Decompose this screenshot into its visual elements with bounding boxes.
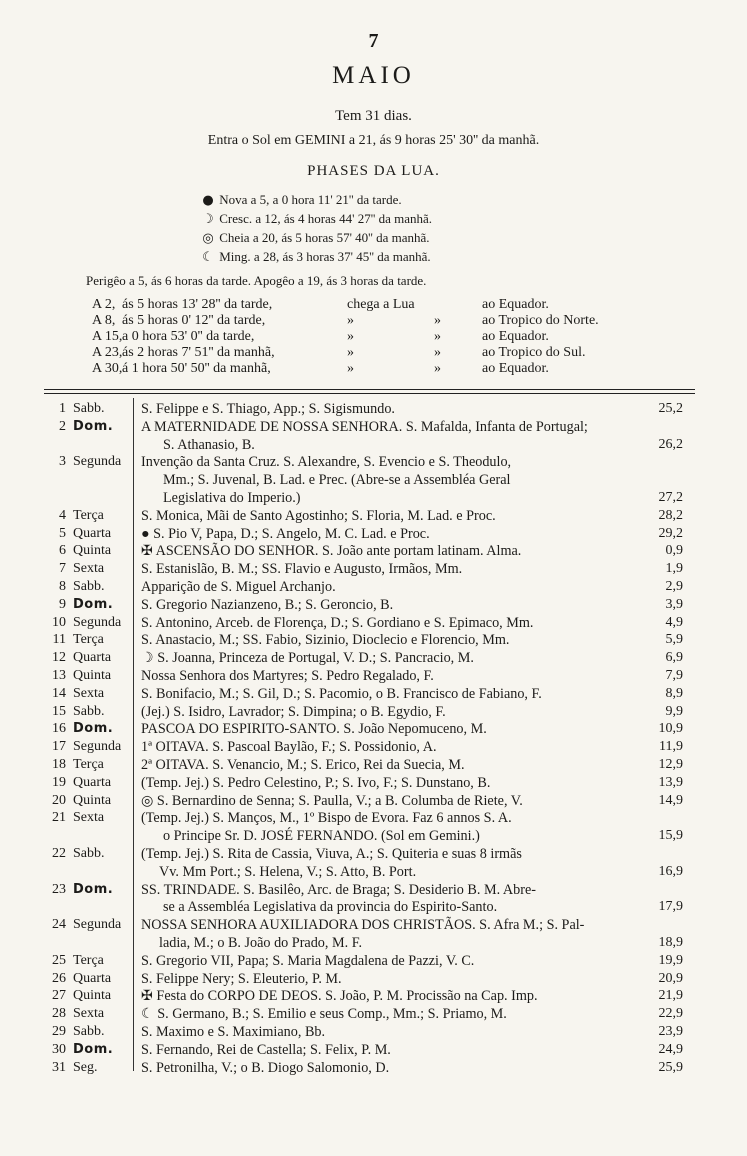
moon-age-value: 15,9 xyxy=(658,828,683,844)
moon-phase-new xyxy=(200,192,402,208)
passage-time: ás 5 horas 13' 28'' da tarde, xyxy=(122,297,273,312)
weekday: Terça xyxy=(73,952,104,968)
saints-text: Nossa Senhora dos Martyres; S. Pedro Regalado, F. xyxy=(141,668,434,684)
weekday: Quarta xyxy=(73,650,112,666)
moon-age-value: 11,9 xyxy=(659,739,683,755)
day-number: 12 xyxy=(52,650,66,666)
full-moon-icon: ◎ xyxy=(202,231,214,246)
moon-age-value: 17,9 xyxy=(658,899,683,915)
saints-text: Invenção da Santa Cruz. S. Alexandre, S. Evencio e S. Theodulo, xyxy=(141,454,512,471)
saints-text: S. Felippe Nery; S. Eleuterio, P. M. xyxy=(141,970,342,987)
weekday: Sexta xyxy=(73,810,105,826)
weekday: Terça xyxy=(73,632,104,648)
passage-day: A 15, xyxy=(92,329,123,344)
saints-text: ✠ ASCENSÃO DO SENHOR. S. João ante portam latinam. Alma. xyxy=(141,543,522,560)
saints-text: S. Antonino, Arceb. de Florença, D.; S. Gordiano e S. Epimaco, Mm. xyxy=(141,614,534,631)
moon-age-value: 18,9 xyxy=(658,935,683,950)
day-number: 29 xyxy=(52,1024,66,1039)
weekday: Dom. xyxy=(73,596,114,612)
sun-entry: Entra o Sol em GEMINI a 21, ás 9 horas 25' 30'' da manhã. xyxy=(207,133,540,148)
page-number: 7 xyxy=(368,30,379,52)
day-number: 6 xyxy=(59,543,66,559)
passage-time: ás 5 horas 0' 12'' da tarde, xyxy=(122,313,266,328)
passage-verb: » xyxy=(347,329,354,344)
weekday: Quinta xyxy=(73,792,112,808)
day-number: 5 xyxy=(59,525,66,541)
moon-age-value: 14,9 xyxy=(658,792,683,808)
saints-text: (Temp. Jej.) S. Manços, M., 1º Bispo de Evora. Faz 6 annos S. A. xyxy=(141,810,512,827)
day-number: 21 xyxy=(52,810,66,826)
saints-text: S. Gregorio VII, Papa; S. Maria Magdalena de Pazzi, V. C. xyxy=(141,952,475,969)
day-number: 3 xyxy=(59,454,66,470)
day-number: 9 xyxy=(59,596,66,612)
saints-text: S. Petronilha, V.; o B. Diogo Salomonio, D. xyxy=(141,1059,390,1076)
moon-phase-first-quarter xyxy=(200,211,432,227)
day-number: 1 xyxy=(59,401,66,416)
weekday: Sexta xyxy=(73,1006,105,1022)
phase-text: Ming. a 28, ás 3 horas 37' 45'' da manhã. xyxy=(219,249,431,264)
weekday: Sabb. xyxy=(73,401,105,416)
day-number: 14 xyxy=(52,685,66,701)
passage-destination: ao Equador. xyxy=(482,329,549,344)
moon-age-value: 21,9 xyxy=(658,988,683,1004)
weekday: Terça xyxy=(73,507,104,523)
saints-text: o Principe Sr. D. JOSÉ FERNANDO. (Sol em Gemini.) xyxy=(163,828,480,845)
day-number: 2 xyxy=(59,418,66,434)
passage-verb: chega a Lua xyxy=(347,297,415,312)
moon-phase-full xyxy=(200,230,430,246)
day-number: 16 xyxy=(52,721,66,737)
weekday: Seg. xyxy=(73,1059,98,1075)
weekday: Quinta xyxy=(73,668,112,683)
passage-verb: » xyxy=(347,361,354,376)
day-number: 22 xyxy=(52,846,66,861)
saints-text: S. Monica, Mãi de Santo Agostinho; S. Floria, M. Lad. e Proc. xyxy=(141,507,496,524)
moon-age-value: 10,9 xyxy=(658,721,683,737)
moon-phase-last-quarter xyxy=(200,249,431,265)
moon-age-value: 7,9 xyxy=(665,668,683,683)
double-rule-bottom xyxy=(44,393,695,394)
perigee-apogee: Perigêo a 5, ás 6 horas da tarde. Apogêo a 19, ás 3 horas da tarde. xyxy=(86,273,427,288)
moon-age-value: 1,9 xyxy=(665,561,683,577)
weekday: Quinta xyxy=(73,988,112,1004)
day-number: 11 xyxy=(52,632,66,648)
day-number: 24 xyxy=(52,917,66,933)
weekday: Dom. xyxy=(73,418,114,434)
day-number: 17 xyxy=(52,739,66,755)
saints-text: PASCOA DO ESPIRITO-SANTO. S. João Nepomuceno, M. xyxy=(141,721,487,738)
passage-time: á 1 hora 50' 50'' da manhã, xyxy=(122,361,271,376)
day-number: 13 xyxy=(52,668,66,683)
saints-text: S. Athanasio, B. xyxy=(163,436,255,453)
saints-text: ladia, M.; o B. João do Prado, M. F. xyxy=(159,935,363,951)
day-number: 8 xyxy=(59,579,66,594)
saints-text: SS. TRINDADE. S. Basilêo, Arc. de Braga; S. Desiderio B. M. Abre- xyxy=(141,881,536,898)
day-number: 23 xyxy=(52,881,66,897)
phases-heading: PHASES DA LUA. xyxy=(307,163,440,179)
passage-verb: » xyxy=(347,313,354,328)
moon-age-value: 28,2 xyxy=(658,507,683,523)
passage-day: A 30, xyxy=(92,361,123,376)
day-number: 15 xyxy=(52,703,66,719)
weekday: Quarta xyxy=(73,970,112,986)
moon-age-value: 16,9 xyxy=(658,863,683,879)
saints-text: Mm.; S. Juvenal, B. Lad. e Prec. (Abre-se a Assembléa Geral xyxy=(163,472,511,489)
passage-destination: ao Equador. xyxy=(482,297,549,312)
moon-age-value: 19,9 xyxy=(658,952,683,968)
weekday: Sabb. xyxy=(73,579,105,594)
saints-text: Vv. Mm Port.; S. Helena, V.; S. Atto, B. Port. xyxy=(159,863,417,880)
weekday: Dom. xyxy=(73,721,114,737)
day-number: 20 xyxy=(52,792,66,808)
saints-text: S. Estanislão, B. M.; SS. Flavio e Augusto, Irmãos, Mm. xyxy=(141,561,463,578)
saints-text: S. Felippe e S. Thiago, App.; S. Sigismundo. xyxy=(141,401,395,417)
new-moon-icon: ● xyxy=(202,193,214,208)
phase-text: Nova a 5, a 0 hora 11' 21'' da tarde. xyxy=(219,192,402,207)
moon-age-value: 25,9 xyxy=(658,1059,683,1075)
weekday: Dom. xyxy=(73,1041,114,1057)
moon-age-value: 2,9 xyxy=(665,579,683,594)
day-number: 27 xyxy=(52,988,66,1004)
weekday: Sexta xyxy=(73,685,105,701)
saints-text: A MATERNIDADE DE NOSSA SENHORA. S. Mafalda, Infanta de Portugal; xyxy=(141,418,588,435)
moon-age-value: 0,9 xyxy=(665,543,683,559)
days-count: Tem 31 dias. xyxy=(335,108,412,124)
saints-text: S. Fernando, Rei de Castella; S. Felix, P. M. xyxy=(141,1041,391,1058)
moon-age-value: 8,9 xyxy=(665,685,683,701)
last-quarter-icon: ☾ xyxy=(202,250,214,265)
passage-ditto: » xyxy=(434,313,441,328)
saints-text: (Jej.) S. Isidro, Lavrador; S. Dimpina; o B. Egydio, F. xyxy=(141,703,446,720)
passage-time: a 0 hora 53' 0'' da tarde, xyxy=(122,329,255,344)
month-title: MAIO xyxy=(332,62,415,89)
weekday: Quinta xyxy=(73,543,112,559)
day-number: 18 xyxy=(52,757,66,772)
passage-ditto: » xyxy=(434,361,441,376)
day-number: 10 xyxy=(52,614,66,630)
moon-age-value: 4,9 xyxy=(665,614,683,630)
moon-age-value: 22,9 xyxy=(658,1006,683,1022)
moon-age-value: 3,9 xyxy=(665,596,683,612)
moon-age-value: 9,9 xyxy=(665,703,683,719)
moon-age-value: 20,9 xyxy=(658,970,683,986)
saints-text: NOSSA SENHORA AUXILIADORA DOS CHRISTÃOS. S. Afra M.; S. Pal- xyxy=(141,917,585,934)
saints-text: S. Anastacio, M.; SS. Fabio, Sizinio, Dioclecio e Florencio, Mm. xyxy=(141,632,510,649)
phase-text: Cresc. a 12, ás 4 horas 44' 27'' da manhã. xyxy=(219,211,433,226)
passage-destination: ao Tropico do Norte. xyxy=(482,313,599,328)
moon-age-value: 6,9 xyxy=(665,650,683,666)
saints-text: ◎ S. Bernardino de Senna; S. Paulla, V.; a B. Columba de Riete, V. xyxy=(141,792,523,809)
saints-text: 2ª OITAVA. S. Venancio, M.; S. Erico, Rei da Suecia, M. xyxy=(141,757,465,773)
moon-age-value: 27,2 xyxy=(658,490,683,505)
weekday: Sabb. xyxy=(73,1024,105,1039)
moon-age-value: 26,2 xyxy=(658,436,683,452)
passage-ditto: » xyxy=(434,345,441,360)
saints-text: ✠ Festa do CORPO DE DEOS. S. João, P. M. Procissão na Cap. Imp. xyxy=(141,988,538,1005)
saints-text: (Temp. Jej.) S. Rita de Cassia, Viuva, A.; S. Quiteria e suas 8 irmãs xyxy=(141,846,522,862)
passage-destination: ao Equador. xyxy=(482,361,549,376)
weekday: Segunda xyxy=(73,614,122,630)
weekday: Dom. xyxy=(73,881,114,897)
double-rule-top xyxy=(44,389,695,390)
weekday: Terça xyxy=(73,757,104,772)
passage-destination: ao Tropico do Sul. xyxy=(482,345,586,360)
saints-text: Legislativa do Imperio.) xyxy=(163,490,301,506)
passage-verb: » xyxy=(347,345,354,360)
saints-text: ● S. Pio V, Papa, D.; S. Angelo, M. C. Lad. e Proc. xyxy=(141,525,430,542)
day-number: 4 xyxy=(59,507,66,523)
saints-text: Apparição de S. Miguel Archanjo. xyxy=(141,579,336,595)
passage-ditto: » xyxy=(434,329,441,344)
saints-text: S. Bonifacio, M.; S. Gil, D.; S. Pacomio, o B. Francisco de Fabiano, F. xyxy=(141,685,542,702)
saints-text: ☾ S. Germano, B.; S. Emilio e seus Comp., Mm.; S. Priamo, M. xyxy=(141,1006,507,1023)
weekday: Quarta xyxy=(73,525,112,541)
day-number: 19 xyxy=(52,774,66,790)
moon-age-value: 5,9 xyxy=(665,632,683,648)
moon-age-value: 29,2 xyxy=(658,525,683,541)
moon-age-value: 13,9 xyxy=(658,774,683,790)
saints-text: (Temp. Jej.) S. Pedro Celestino, P.; S. Ivo, F.; S. Dunstano, B. xyxy=(141,774,491,791)
moon-age-value: 12,9 xyxy=(658,757,683,772)
day-number: 28 xyxy=(52,1006,66,1022)
moon-age-value: 23,9 xyxy=(658,1024,683,1039)
passage-time: ás 2 horas 7' 51'' da manhã, xyxy=(122,345,275,360)
moon-age-value: 24,9 xyxy=(658,1041,683,1057)
weekday: Segunda xyxy=(73,739,122,755)
passage-day: A 2, xyxy=(92,297,116,312)
weekday: Segunda xyxy=(73,917,122,933)
weekday: Segunda xyxy=(73,454,122,470)
saints-text: S. Gregorio Nazianzeno, B.; S. Geroncio, B. xyxy=(141,596,394,613)
weekday: Quarta xyxy=(73,774,112,790)
passage-day: A 23, xyxy=(92,345,123,360)
weekday: Sexta xyxy=(73,561,105,577)
first-quarter-icon: ☽ xyxy=(202,212,214,227)
saints-text: se a Assembléa Legislativa da provincia do Espirito-Santo. xyxy=(163,899,498,916)
day-number: 31 xyxy=(52,1059,66,1075)
saints-text: 1ª OITAVA. S. Pascoal Baylão, F.; S. Possidonio, A. xyxy=(141,739,437,756)
phase-text: Cheia a 20, ás 5 horas 57' 40'' da manhã. xyxy=(219,230,430,245)
saints-text: S. Maximo e S. Maximiano, Bb. xyxy=(141,1024,326,1040)
moon-age-value: 25,2 xyxy=(658,401,683,416)
day-number: 30 xyxy=(52,1041,66,1057)
weekday: Sabb. xyxy=(73,846,105,861)
weekday: Sabb. xyxy=(73,703,105,719)
saints-text: ☽ S. Joanna, Princeza de Portugal, V. D.; S. Pancracio, M. xyxy=(141,650,474,667)
day-number: 26 xyxy=(52,970,66,986)
passage-day: A 8, xyxy=(92,313,116,328)
day-number: 25 xyxy=(52,952,66,968)
day-number: 7 xyxy=(59,561,66,577)
